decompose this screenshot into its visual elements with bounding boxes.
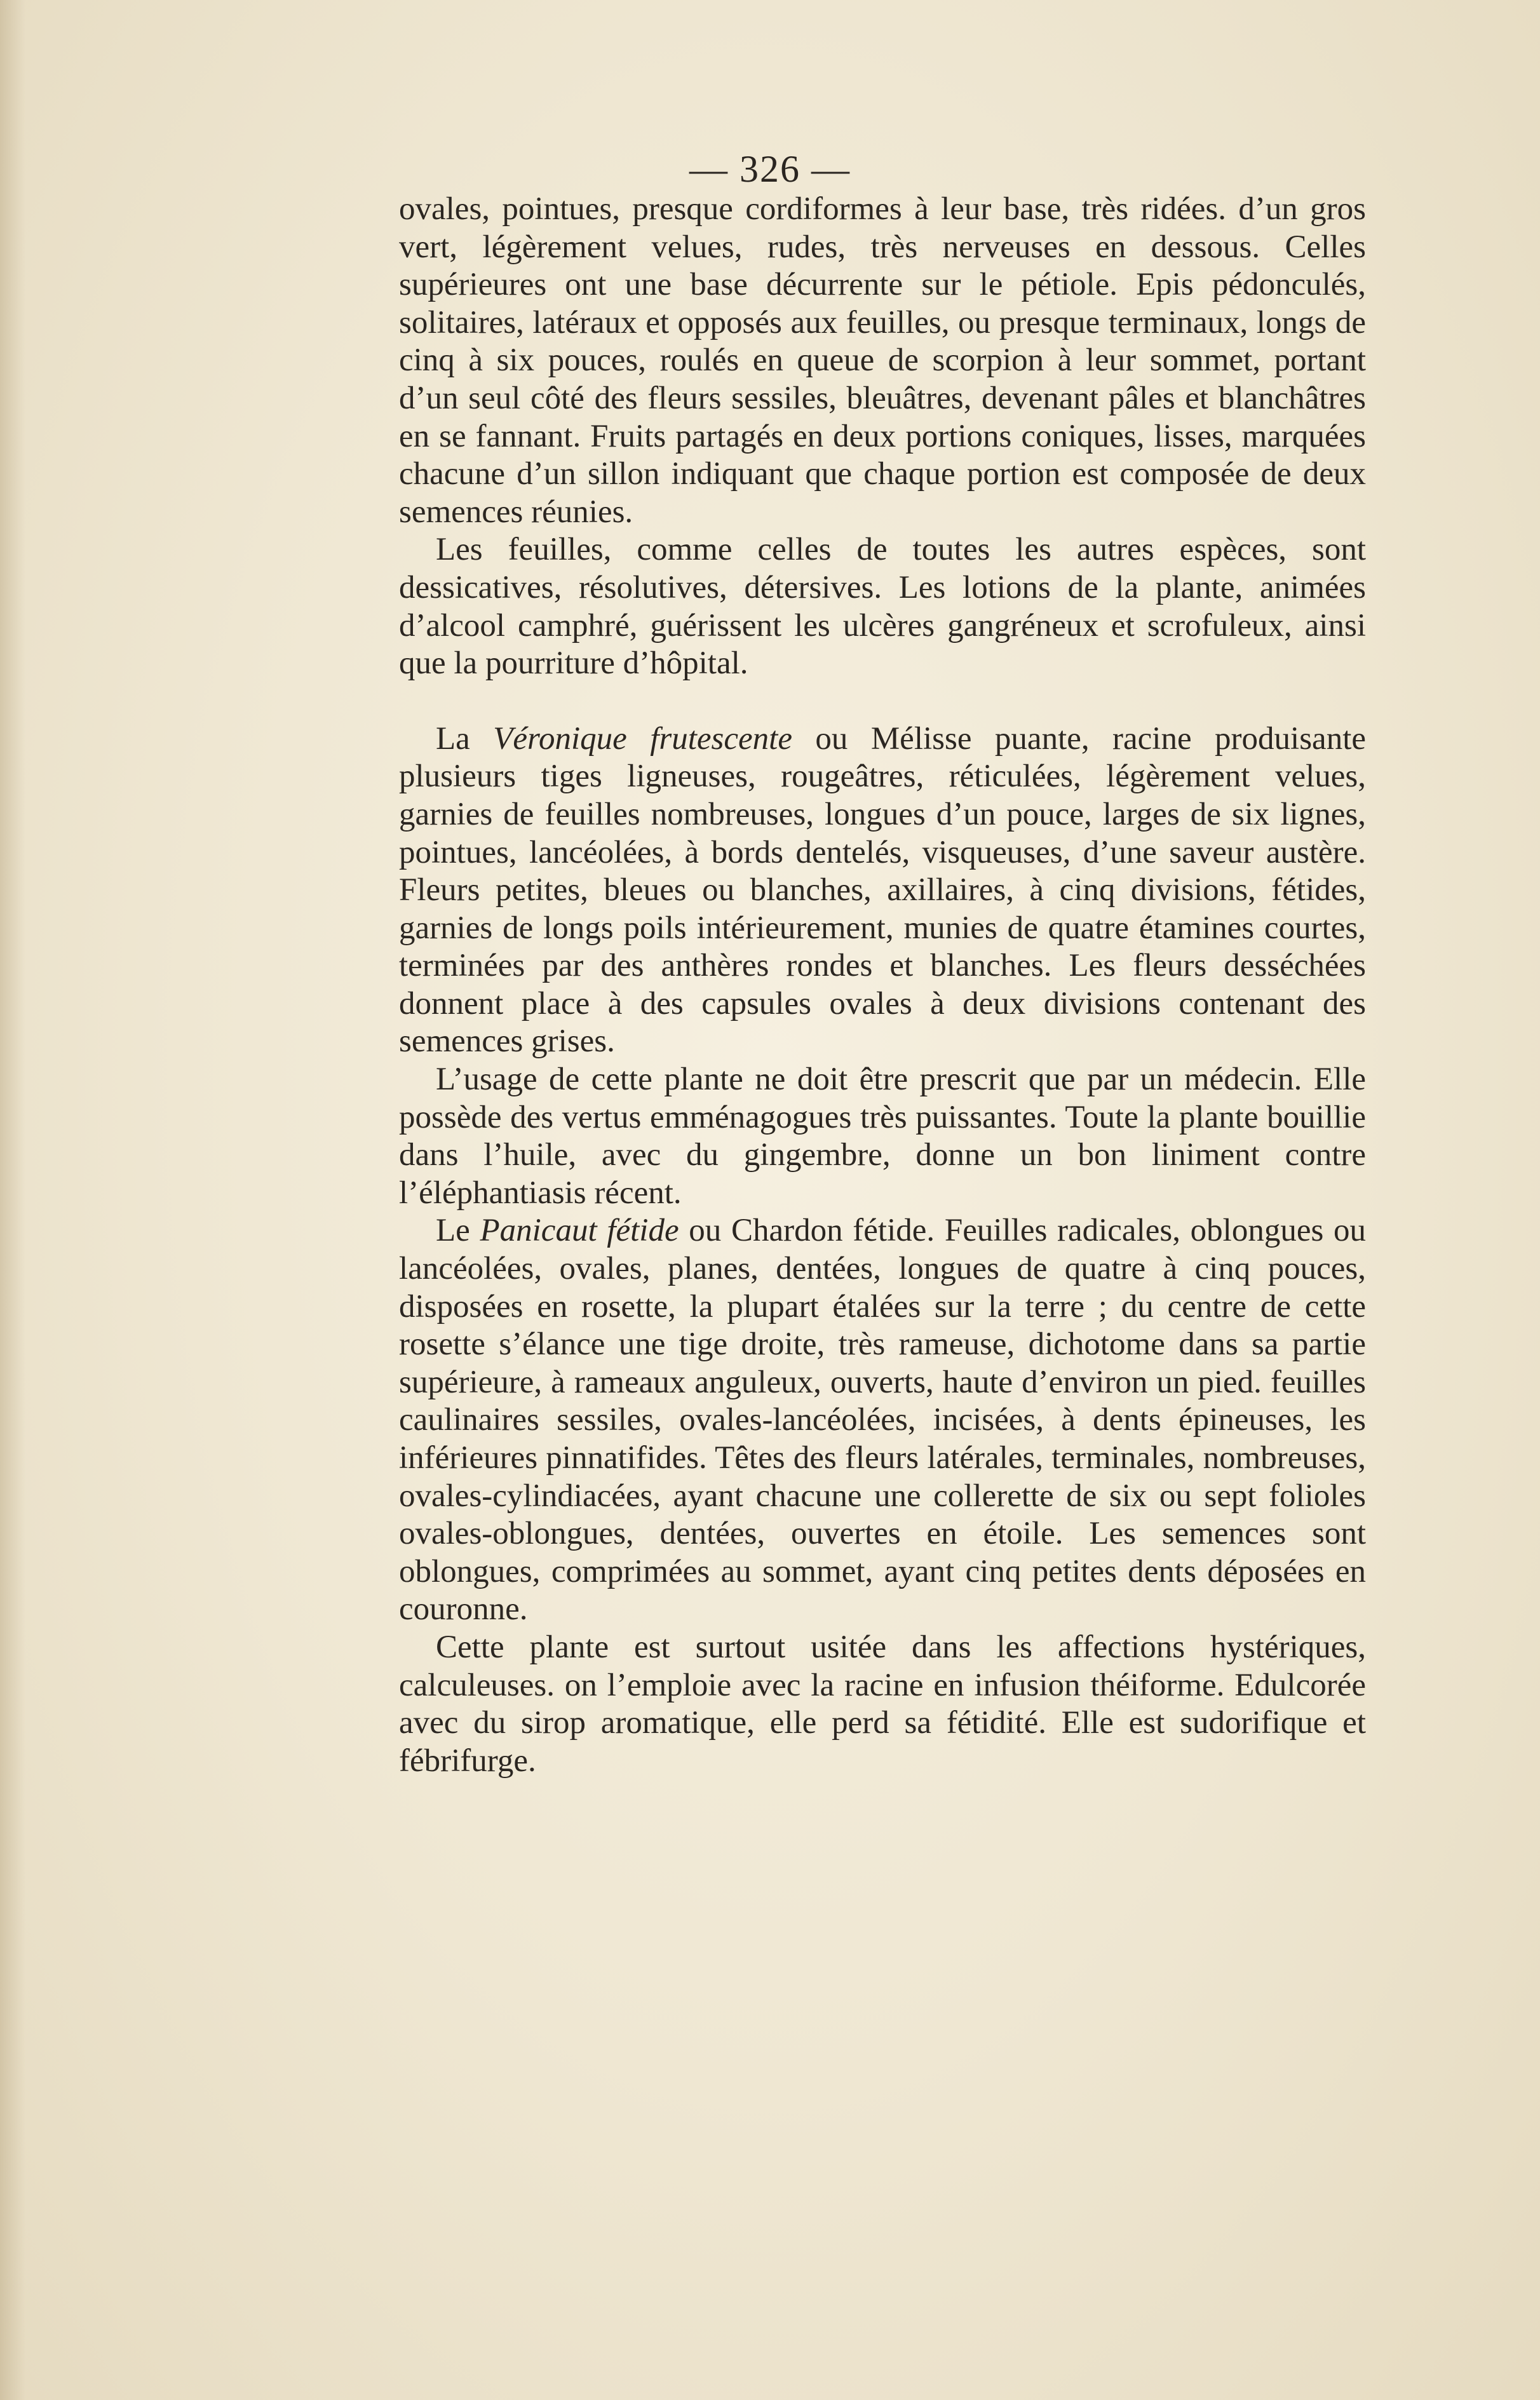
paragraph-4 (399, 1061, 1366, 1212)
paragraph-3-text: ou Mélisse puante, racine produisante plusieurs tiges ligneuses, rougeâtres, réticulées, légèrement velues, garnies de feuilles nombreuses, longues d’un pouce, larges de six lignes, pointues, lancéolées, à bords dentelés, visqueuses, d’une saveur austère. Fleurs petites, bleues ou blanches, axillaires, à cinq divisions, fétides, garnies de longs poils intérieurement, munies de quatre étamines courtes, terminées par des anthères rondes et blanches. Les fleurs desséchées donnent place à des capsules ovales à deux divisions contenant des semences grises. (399, 720, 1366, 1060)
paragraph-3-lead: La (436, 720, 494, 757)
paragraph-1 (399, 191, 1366, 531)
paragraph-6 (399, 1629, 1366, 1780)
paragraph-2-text: Les feuilles, comme celles de toutes les autres espèces, sont dessicatives, résolutives, détersives. Les lotions de la plante, animées d’alcool camphré, guérissent les ulcères gangréneux et scrofuleux, ainsi que la pourriture d’hôpital. (399, 532, 1366, 682)
paragraph-2 (399, 531, 1366, 682)
paragraph-4-text: L’usage de cette plante ne doit être prescrit que par un médecin. Elle possède des vertus emménagogues très puissantes. Toute la plante bouillie dans l’huile, avec du gingembre, donne un bon liniment contre l’éléphantiasis récent. (399, 1062, 1366, 1211)
plant-name-veronique: Véronique frutescente (493, 720, 792, 757)
paragraph-3 (399, 720, 1366, 1061)
body-text (399, 191, 1366, 1780)
paragraph-5-text: ou Chardon fétide. Feuilles radicales, oblongues ou lancéolées, ovales, planes, dentées, longues de quatre à cinq pouces, disposées en rosette, la plupart étalées sur la terre ; du centre de cette rosette s’élance une tige droite, très rameuse, dichotome dans sa partie supérieure, à rameaux anguleux, ouverts, haute d’environ un pied. feuilles caulinaires sessiles, ovales-lancéolées, incisées, à dents épineuses, les inférieures pinnatifides. Têtes des fleurs latérales, terminales, nombreuses, ovales-cylindiacées, ayant chacune une collerette de six ou sept folioles ovales-oblongues, dentées, ouvertes en étoile. Les semences sont oblongues, comprimées au sommet, ayant cinq petites dents déposées en couronne. (399, 1213, 1366, 1628)
page-number: — 326 — (689, 148, 851, 190)
paragraph-5-lead: Le (436, 1213, 480, 1249)
plant-name-panicaut: Panicaut fétide (480, 1213, 679, 1249)
paragraph-1-text: ovales, pointues, presque cordiformes à leur base, très ridées. d’un gros vert, légèrement velues, rudes, très nerveuses en dessous. Celles supérieures ont une base décurrente sur le pétiole. Epis pédonculés, solitaires, latéraux et opposés aux feuilles, ou presque terminaux, longs de cinq à six pouces, roulés en queue de scorpion à leur sommet, portant d’un seul côté des fleurs sessiles, bleuâtres, devenant pâles et blanchâtres en se fannant. Fruits partagés en deux portions coniques, lisses, marquées chacune d’un sillon indiquant que chaque portion est composée de deux semences réunies. (399, 191, 1366, 530)
paragraph-6-text: Cette plante est surtout usitée dans les affections hystériques, calculeuses. on l’emploie avec la racine en infusion théiforme. Edulcorée avec du sirop aromatique, elle perd sa fétidité. Elle est sudorifique et fébrifurge. (399, 1629, 1366, 1779)
paragraph-5 (399, 1212, 1366, 1629)
